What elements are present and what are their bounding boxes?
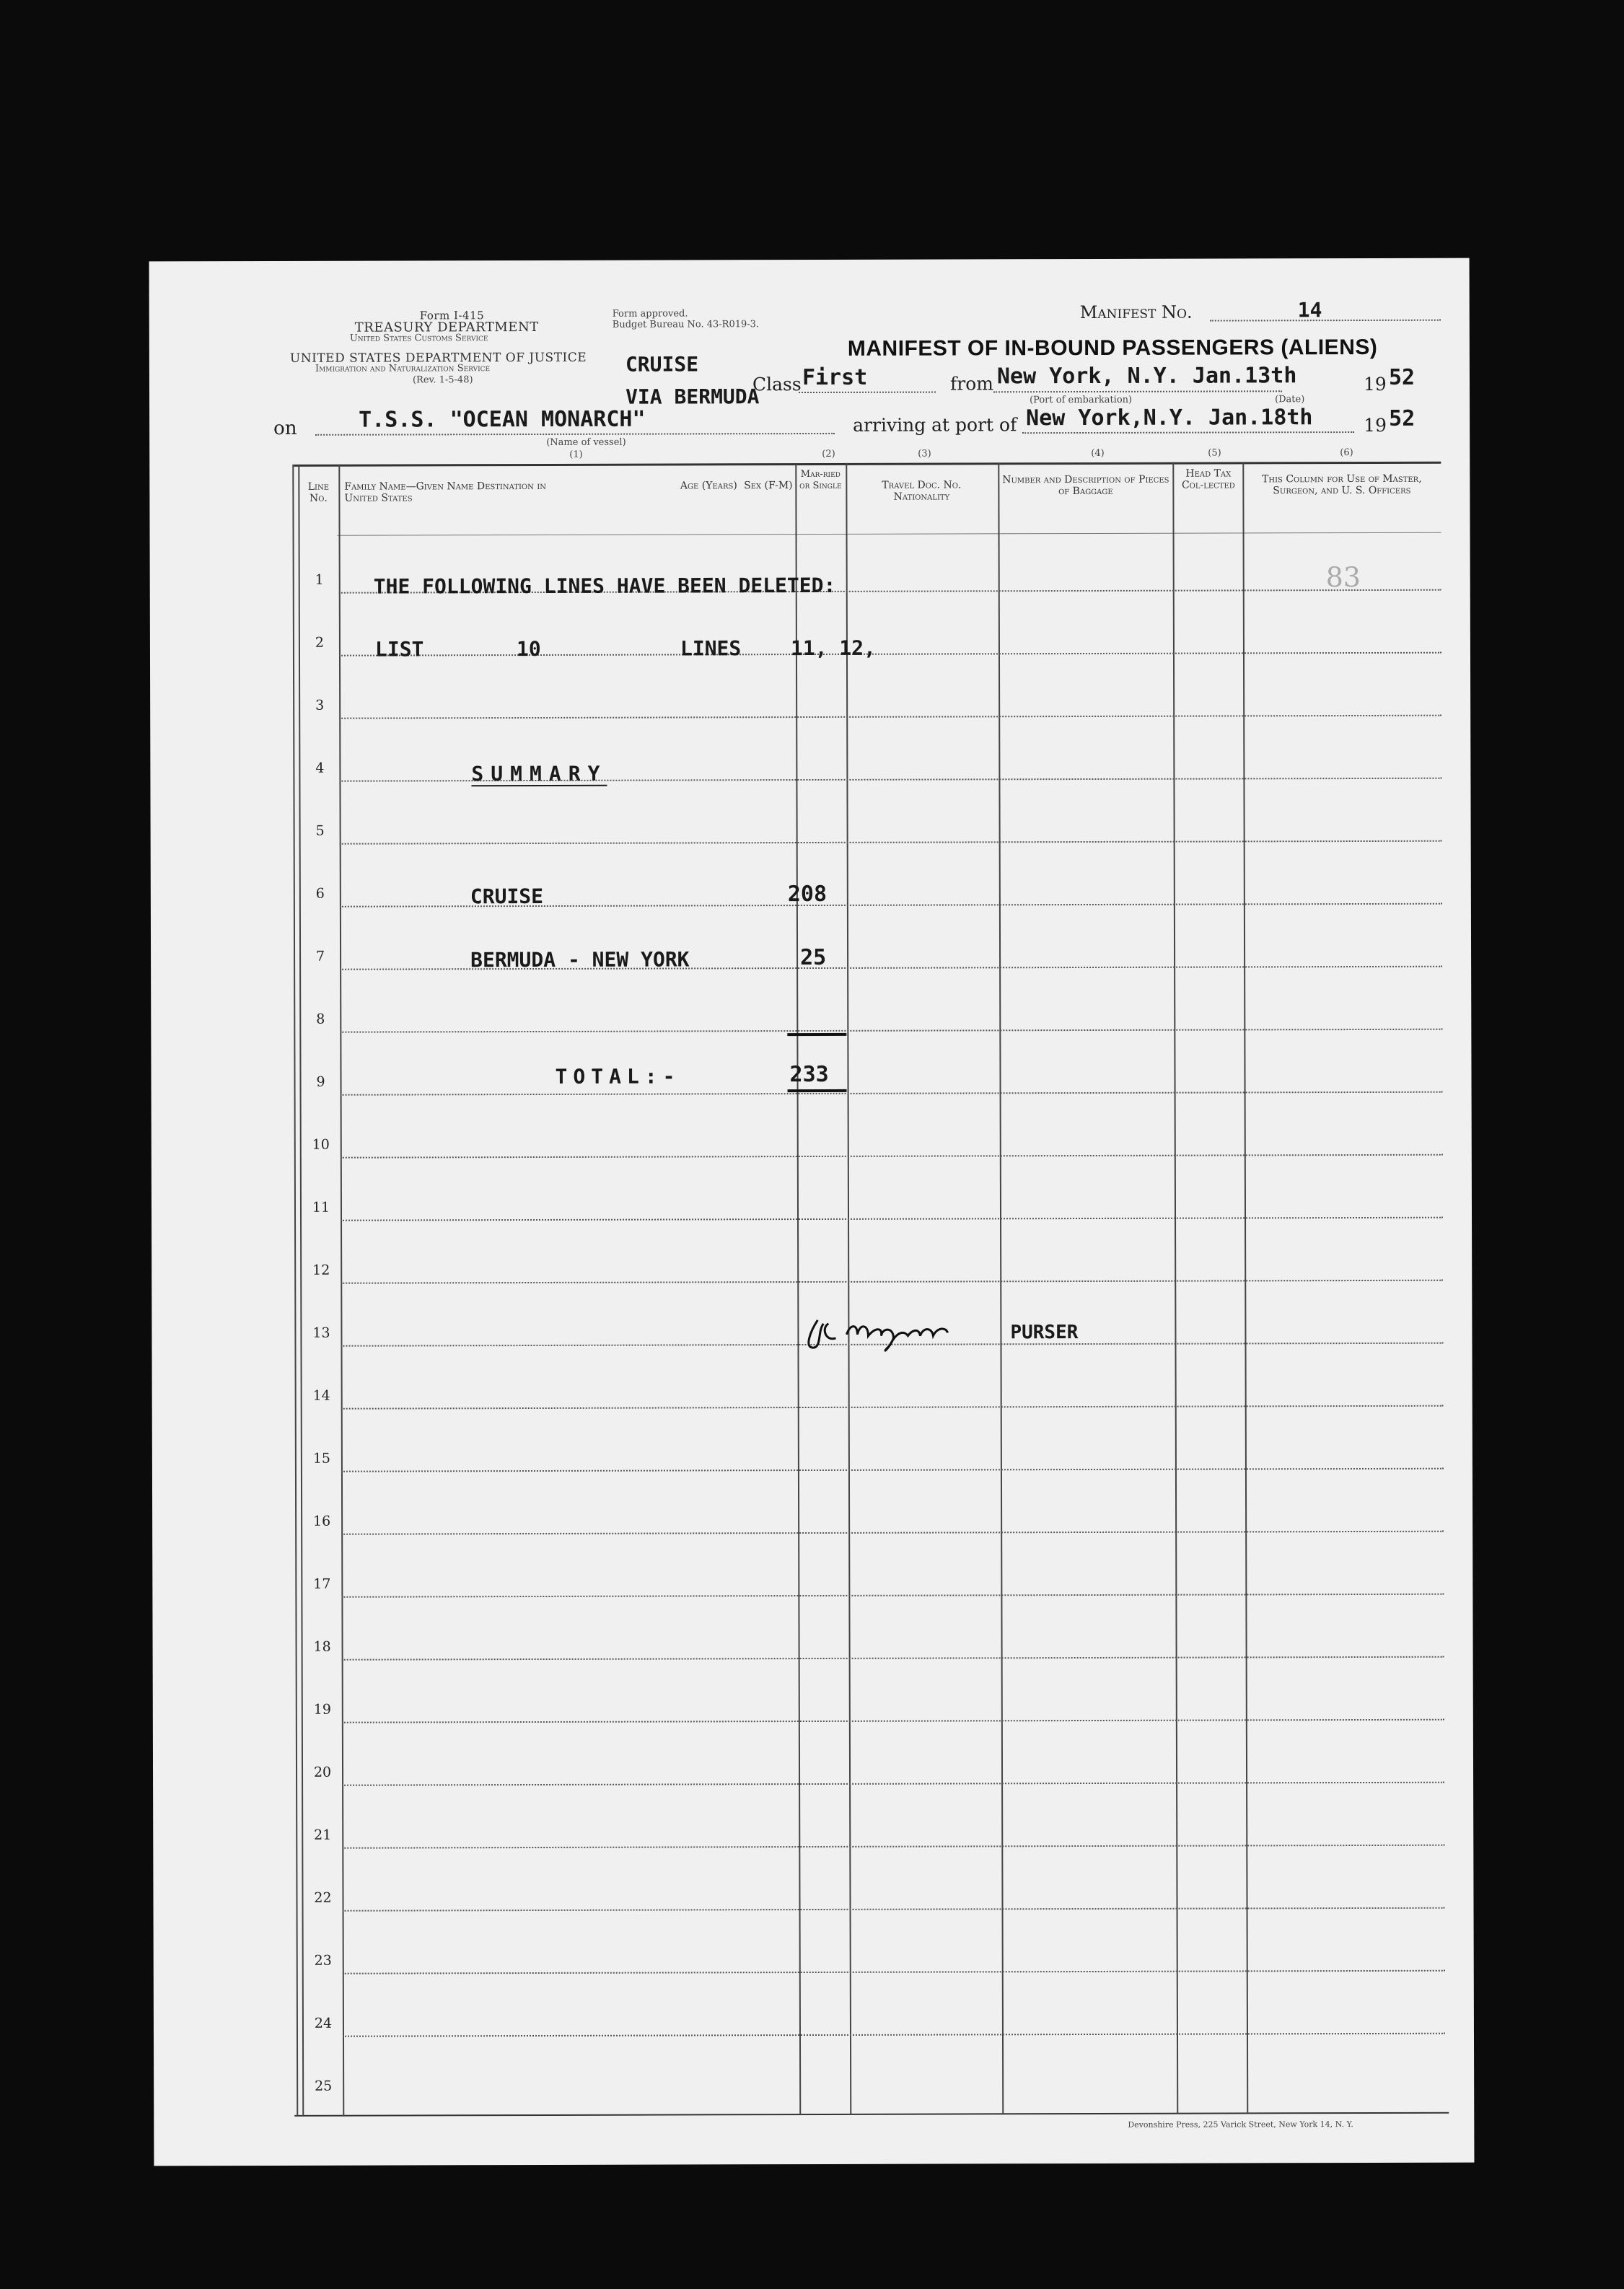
from-value: New York, N.Y. Jan.13th	[996, 363, 1297, 390]
row-number: 16	[312, 1513, 331, 1529]
officer-mark: 83	[1325, 561, 1361, 594]
bermuda-summary-label: BERMUDA - NEW YORK	[470, 947, 690, 972]
row-number: 14	[312, 1387, 330, 1404]
header-officers: This Column for Use of Master, Surgeon, and U. S. Officers	[1261, 473, 1422, 497]
header-name: Family Name—Given Name Destination in United States	[344, 480, 547, 504]
col-num-2: (2)	[822, 448, 835, 460]
purser-label: PURSER	[1010, 1322, 1079, 1344]
row-rule	[341, 1405, 1444, 1410]
manifest-label: Manifest No.	[1079, 302, 1193, 323]
row-rule	[342, 1782, 1444, 1786]
row-rule	[341, 1594, 1444, 1598]
on-label: on	[273, 417, 297, 439]
row-number: 23	[314, 1952, 332, 1969]
header-baggage: Number and Description of Pieces of Baggage	[1002, 473, 1169, 498]
row-number: 15	[312, 1450, 331, 1467]
row-number: 2	[315, 634, 325, 651]
budget-bureau: Budget Bureau No. 43-R019-3.	[612, 319, 760, 330]
class-value: First	[802, 364, 868, 391]
row-number: 1	[315, 571, 324, 588]
vessel-name: T.S.S. "OCEAN MONARCH"	[359, 406, 646, 433]
header-age: Age (Years)	[680, 480, 737, 492]
cruise-summary-label: CRUISE	[470, 884, 544, 909]
col-num-1: (1)	[569, 449, 583, 460]
row-number: 10	[312, 1136, 330, 1153]
row-rule	[340, 1029, 1442, 1033]
form-number: Form I-415	[419, 309, 485, 322]
row-number: 12	[312, 1262, 330, 1278]
col-num-5: (5)	[1208, 447, 1221, 459]
list-label: LIST	[374, 637, 424, 662]
port-embark-caption: (Port of embarkation)	[1030, 394, 1133, 406]
manifest-page	[149, 258, 1475, 2166]
year-prefix: 19	[1363, 373, 1387, 395]
arriving-value: New York,N.Y. Jan.18th	[1026, 405, 1313, 431]
row-number: 20	[313, 1764, 332, 1780]
customs-service: United States Customs Service	[349, 333, 488, 344]
vessel-caption: (Name of vessel)	[546, 436, 626, 448]
row-rule	[341, 1217, 1443, 1221]
row-rule	[341, 1468, 1444, 1472]
row-number: 3	[315, 697, 325, 713]
total-label: TOTAL:-	[555, 1064, 681, 1089]
list-number: 10	[516, 636, 541, 662]
revision: (Rev. 1-5-48)	[412, 374, 473, 386]
bermuda-summary-count: 25	[800, 944, 827, 971]
row-rule	[340, 840, 1442, 845]
row-rule	[341, 1531, 1444, 1535]
row-rule	[342, 1656, 1444, 1661]
via-bermuda: VIA BERMUDA	[625, 385, 760, 409]
form-approved: Form approved.	[612, 308, 688, 320]
lines-label: LINES	[680, 636, 742, 661]
header-head-tax: Head Tax Col-lected	[1181, 467, 1235, 491]
printer-imprint: Devonshire Press, 225 Varick Street, New York 14, N. Y.	[1128, 2119, 1353, 2130]
from-label: from	[949, 373, 994, 395]
row-number: 18	[313, 1638, 331, 1655]
deleted-heading: THE FOLLOWING LINES HAVE BEEN DELETED:	[373, 573, 836, 599]
ins-service: Immigration and Naturalization Service	[315, 363, 491, 374]
purser-signature	[796, 1305, 998, 1363]
year-from: 52	[1388, 364, 1415, 390]
treasury-dept: TREASURY DEPARTMENT	[354, 319, 539, 335]
row-number: 24	[314, 2015, 333, 2031]
row-number: 22	[314, 1889, 332, 1906]
header-married: Mar-ried or Single	[799, 468, 842, 492]
manifest-title: MANIFEST OF IN-BOUND PASSENGERS (ALIENS)	[847, 335, 1378, 361]
cruise-summary-count: 208	[787, 881, 828, 908]
row-number: 9	[316, 1073, 325, 1090]
class-label: Class	[752, 374, 802, 395]
year-arr: 52	[1389, 405, 1415, 431]
total-count: 233	[789, 1061, 829, 1088]
row-number: 6	[315, 885, 325, 902]
lines-values: 11, 12,	[790, 636, 877, 661]
row-rule	[339, 652, 1441, 656]
row-rule	[341, 1091, 1443, 1096]
row-number: 13	[312, 1324, 330, 1341]
row-rule	[341, 1280, 1443, 1284]
year-prefix-arr: 19	[1364, 414, 1387, 436]
col-num-4: (4)	[1091, 447, 1105, 459]
row-number: 17	[313, 1576, 331, 1592]
manifest-number: 14	[1297, 298, 1322, 322]
row-number: 19	[313, 1701, 331, 1718]
row-rule	[343, 1907, 1445, 1912]
cruise-label: CRUISE	[625, 352, 699, 377]
row-rule	[343, 1970, 1445, 1974]
row-number: 21	[314, 1827, 332, 1843]
col-num-6: (6)	[1340, 447, 1353, 459]
row-rule	[342, 1845, 1444, 1849]
row-number: 11	[312, 1199, 330, 1216]
col-num-3: (3)	[918, 448, 931, 460]
date-caption: (Date)	[1275, 394, 1305, 405]
row-rule	[339, 715, 1441, 719]
row-rule	[342, 1719, 1444, 1723]
header-line-no: Line No.	[307, 480, 330, 504]
row-number: 25	[315, 2078, 333, 2094]
justice-dept: UNITED STATES DEPARTMENT OF JUSTICE	[289, 350, 587, 366]
row-rule	[343, 2033, 1445, 2037]
arriving-label: arriving at port of	[853, 414, 1017, 436]
row-rule	[341, 1154, 1443, 1159]
row-number: 5	[315, 822, 325, 839]
row-number: 8	[316, 1011, 325, 1027]
row-number: 4	[315, 760, 325, 776]
summary-heading: SUMMARY	[471, 761, 607, 786]
header-travel: Travel Doc. No. Nationality	[882, 479, 962, 503]
row-number: 7	[315, 948, 325, 965]
header-sex: Sex (F-M)	[744, 480, 793, 492]
